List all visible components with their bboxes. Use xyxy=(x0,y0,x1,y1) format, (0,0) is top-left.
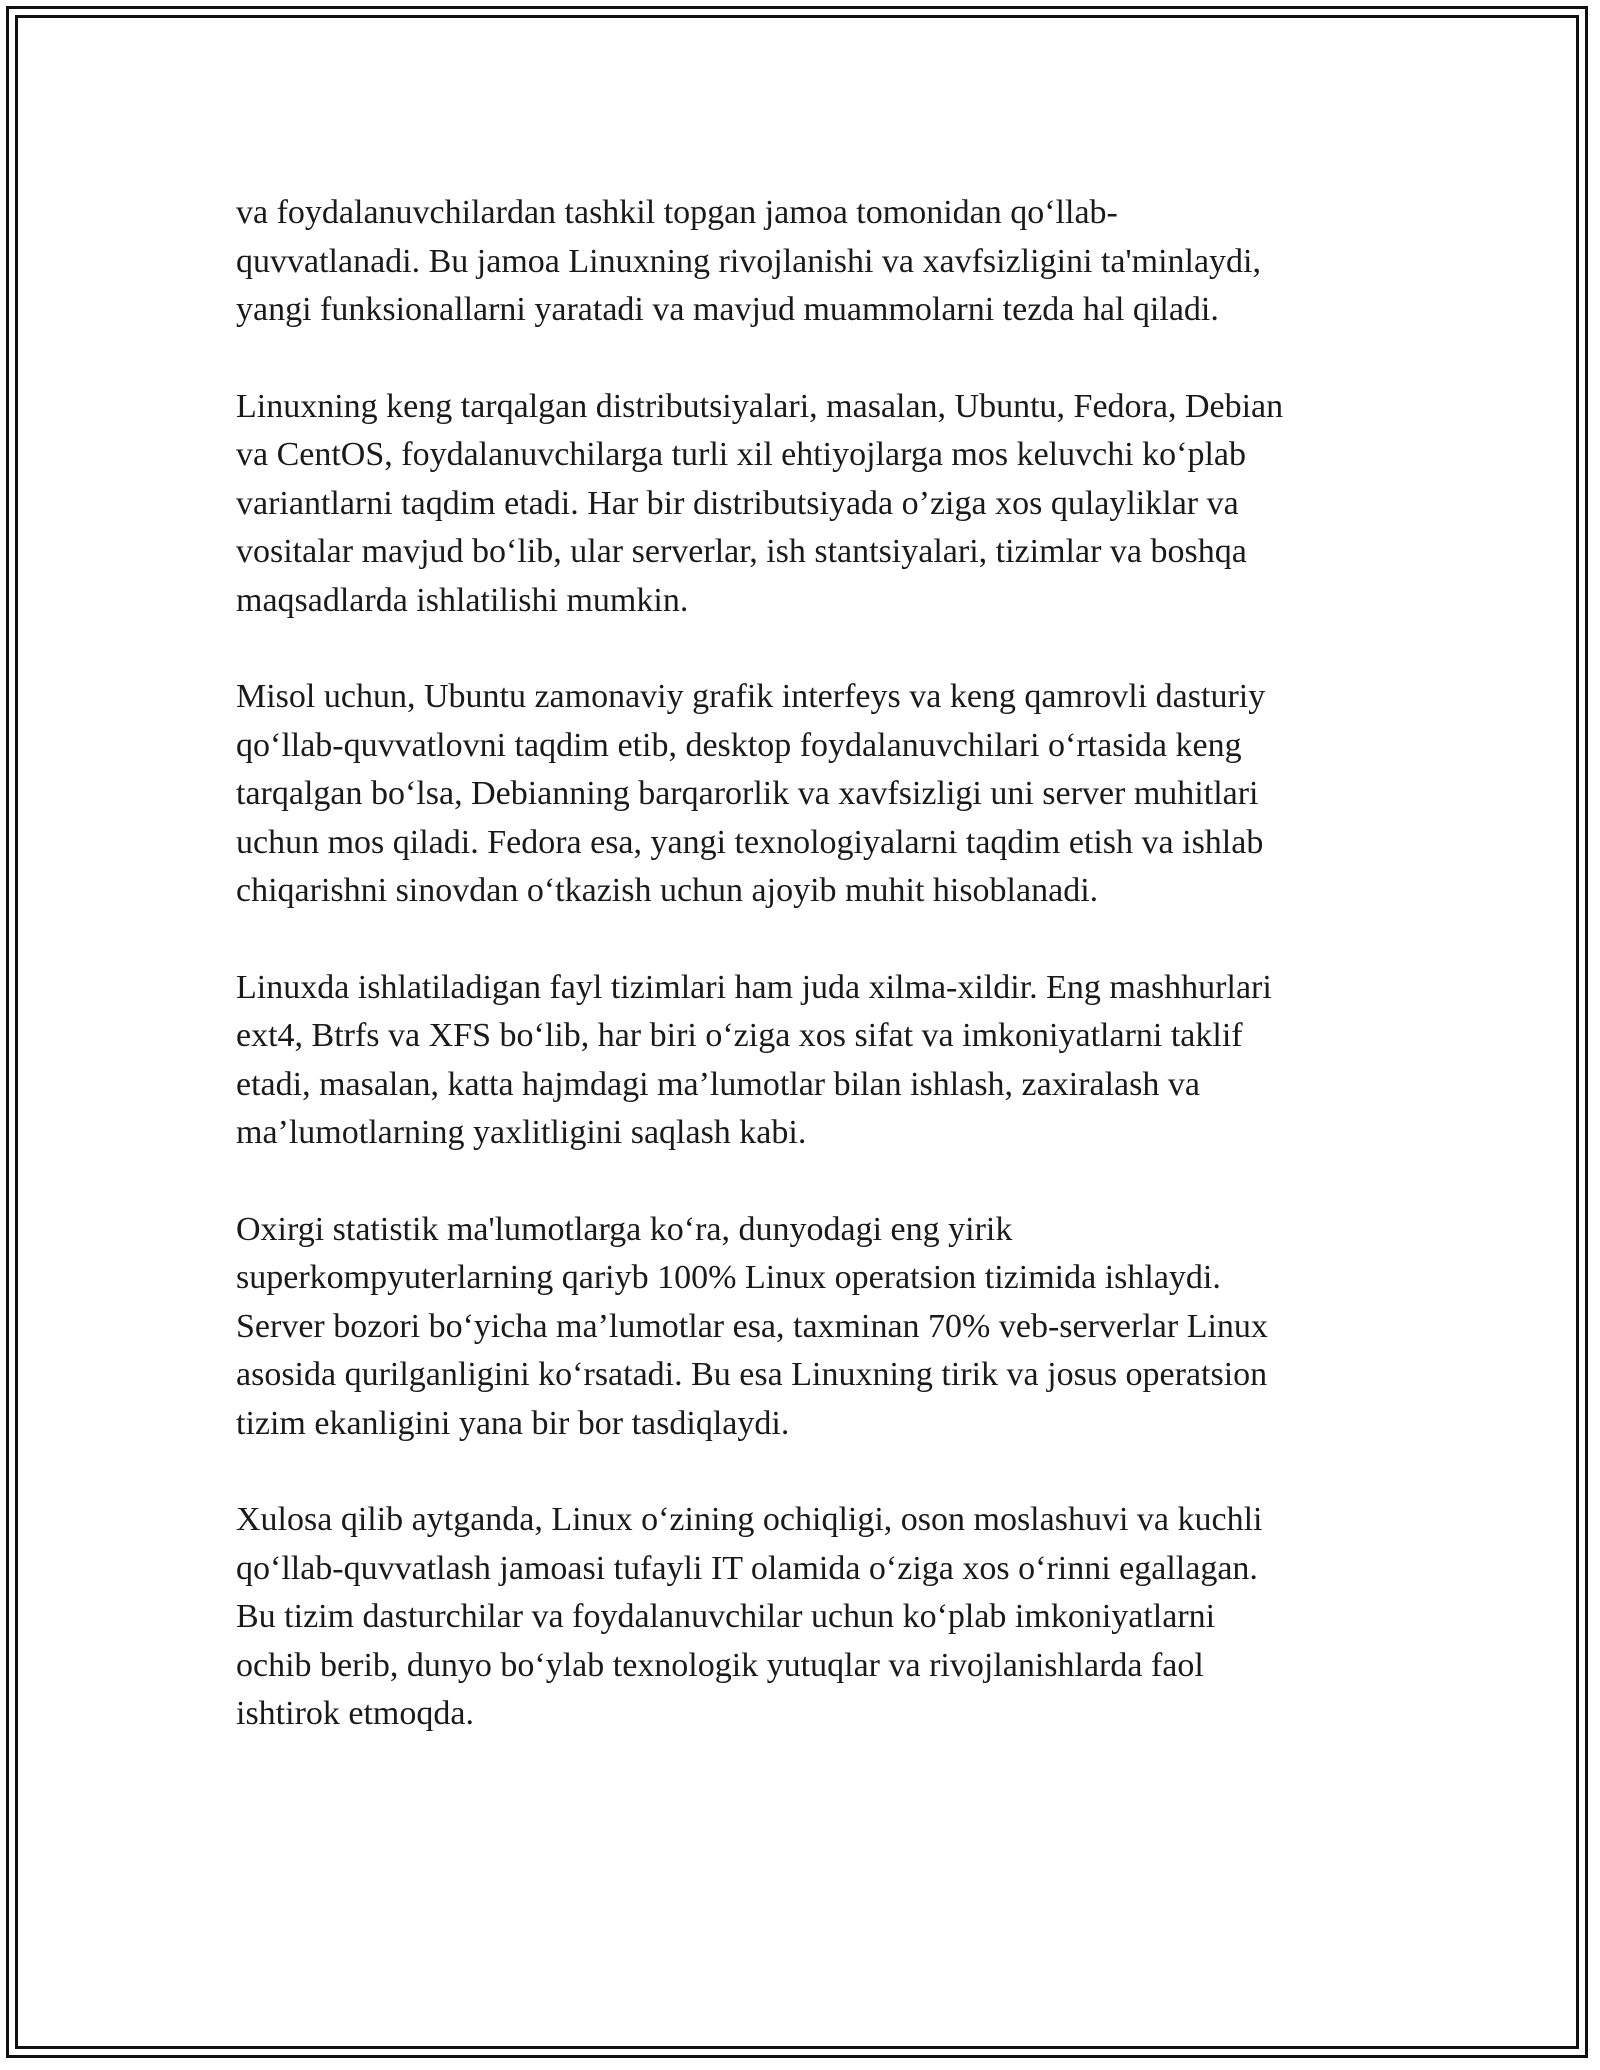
paragraph-conclusion: Xulosa qilib aytganda, Linux o‘zining ochiqligi, oson moslashuvi va kuchli qo‘llab-quvvatlash jamoasi tufayli IT olamida o‘ziga xos o‘rinni egallagan. Bu tizim dasturchilar va foydalanuvchilar uchun ko‘plab imkoniyatlarni ochib berib, dunyo bo‘ylab texnologik yutuqlar va rivojlanishlarda faol ishtirok etmoqda. xyxy=(236,1501,1263,1732)
paragraph-community-support: va foydalanuvchilardan tashkil topgan jamoa tomonidan qo‘llab- quvvatlanadi. Bu jamoa Linuxning rivojlanishi va xavfsizligini ta'minlaydi, yangi funksionallarni yaratadi va mavjud muammolarni tezda hal qiladi. xyxy=(236,194,1261,328)
paragraph-distribution-examples: Misol uchun, Ubuntu zamonaviy grafik interfeys va keng qamrovli dasturiy qo‘llab-quvvatlovni taqdim etib, desktop foydalanuvchilari o‘rtasida keng tarqalgan bo‘lsa, Debianning barqarorlik va xavfsizligi uni server muhitlari uchun mos qiladi. Fedora esa, yangi texnologiyalarni taqdim etish va ishlab chiqarishni sinovdan o‘tkazish uchun ajoyib muhit hisoblanadi. xyxy=(236,678,1266,909)
document-body xyxy=(236,189,1376,1787)
paragraph-file-systems: Linuxda ishlatiladigan fayl tizimlari ham juda xilma-xildir. Eng mashhurlari ext4, Btrfs va XFS bo‘lib, har biri o‘ziga xos sifat va imkoniyatlarni taklif etadi, masalan, katta hajmdagi ma’lumotlar bilan ishlash, zaxiralash va ma’lumotlarning yaxlitligini saqlash kabi. xyxy=(236,968,1272,1151)
paragraph-distributions: Linuxning keng tarqalgan distributsiyalari, masalan, Ubuntu, Fedora, Debian va CentOS, foydalanuvchilarga turli xil ehtiyojlarga mos keluvchi ko‘plab variantlarni taqdim etadi. Har bir distributsiyada o’ziga xos qulayliklar va vositalar mavjud bo‘lib, ular serverlar, ish stantsiyalari, tizimlar va boshqa maqsadlarda ishlatilishi mumkin. xyxy=(236,387,1284,619)
paragraph-statistics: Oxirgi statistik ma'lumotlarga ko‘ra, dunyodagi eng yirik superkompyuterlarning qariyb 100% Linux operatsion tizimida ishlaydi. Server bozori bo‘yicha ma’lumotlar esa, taxminan 70% veb-serverlar Linux asosida qurilganligini ko‘rsatadi. Bu esa Linuxning tirik va josus operatsion tizim ekanligini yana bir bor tasdiqlaydi. xyxy=(236,1210,1268,1442)
